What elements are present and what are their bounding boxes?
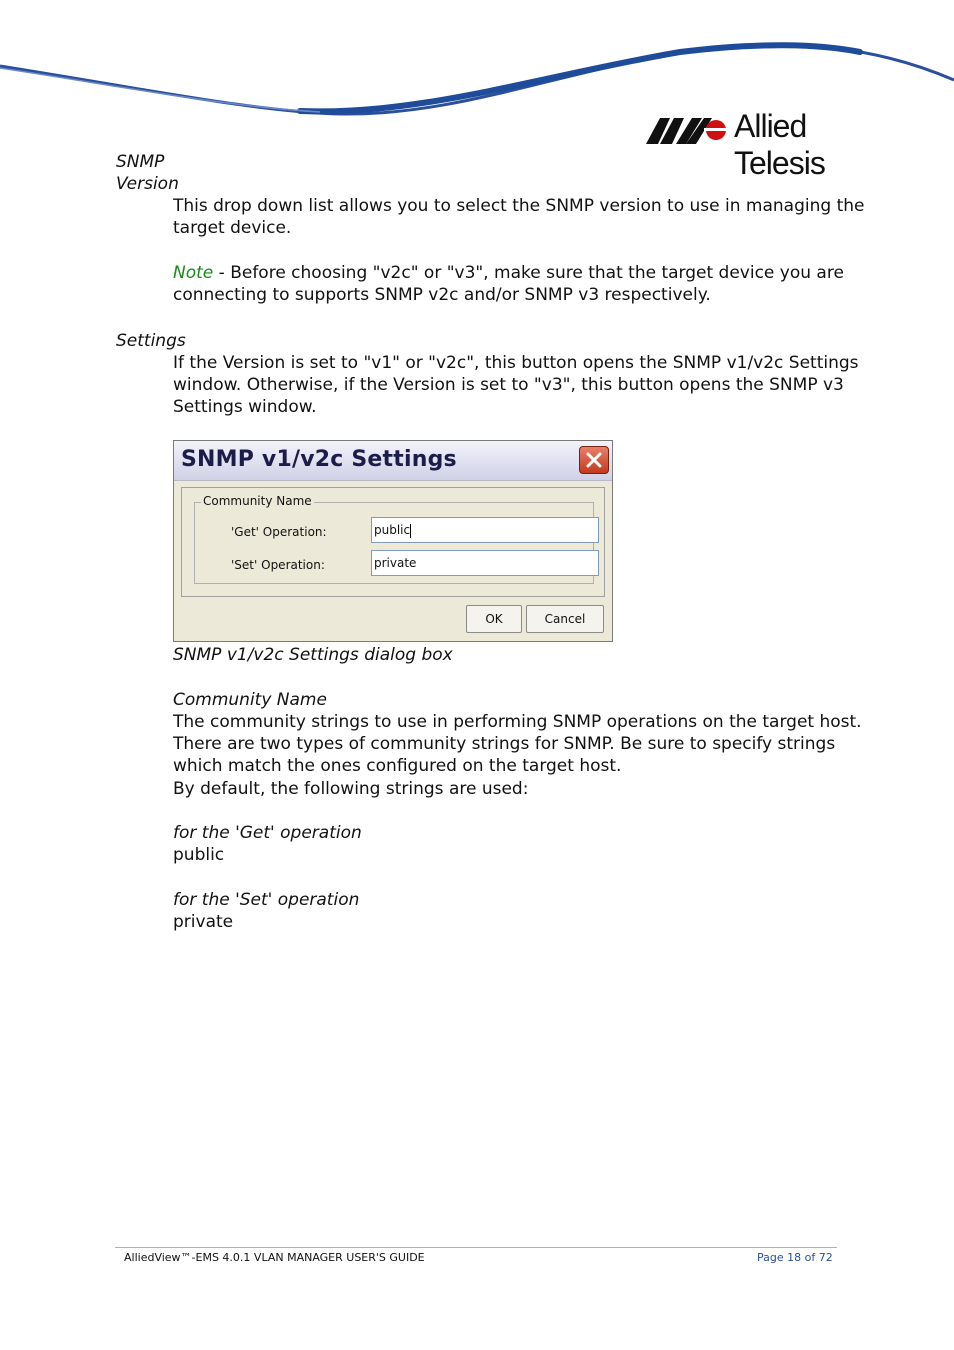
get-operation-label: 'Get' Operation: xyxy=(231,525,327,539)
set-operation-value: private xyxy=(374,556,417,570)
brand-name: Allied Telesis xyxy=(734,108,825,181)
set-value: private xyxy=(173,912,234,932)
dialog-title: SNMP v1/v2c Settings xyxy=(181,447,457,472)
note-line1-rest: - Before choosing "v2c" or "v3", make sure that the target device you are xyxy=(213,263,844,283)
footer-divider xyxy=(115,1247,837,1248)
footer-page-number: Page 18 of 72 xyxy=(757,1251,833,1264)
snmp-version-term-line2: Version xyxy=(116,174,179,194)
cancel-button[interactable]: Cancel xyxy=(526,605,604,633)
set-term: for the 'Set' operation xyxy=(173,890,360,910)
community-desc-line2: There are two types of community strings for SNMP. Be sure to specify strings xyxy=(173,734,836,754)
settings-desc-line2: window. Otherwise, if the Version is set to "v3", this button opens the SNMP v3 xyxy=(173,375,844,395)
ok-button[interactable]: OK xyxy=(466,605,522,633)
logo-mark-icon xyxy=(646,114,730,144)
community-name-group xyxy=(194,494,594,584)
close-icon xyxy=(585,451,603,469)
snmp-version-desc-line1: This drop down list allows you to select the SNMP version to use in managing the xyxy=(173,196,865,216)
get-operation-field[interactable] xyxy=(371,517,599,543)
get-value: public xyxy=(173,845,225,865)
snmp-settings-dialog xyxy=(173,440,613,642)
note-word: Note xyxy=(173,263,214,283)
set-operation-field[interactable] xyxy=(371,550,599,576)
close-button[interactable] xyxy=(579,446,609,474)
snmp-version-desc-line2: target device. xyxy=(173,218,292,238)
community-desc-line4: By default, the following strings are used: xyxy=(173,779,529,799)
note-line1 xyxy=(173,262,844,284)
settings-desc-line3: Settings window. xyxy=(173,397,317,417)
allied-telesis-logo xyxy=(646,108,900,181)
get-term: for the 'Get' operation xyxy=(173,823,362,843)
settings-term: Settings xyxy=(116,331,186,351)
figure-caption: SNMP v1/v2c Settings dialog box xyxy=(173,645,453,665)
text-caret xyxy=(410,524,411,538)
note-line2: connecting to supports SNMP v2c and/or SNMP v3 respectively. xyxy=(173,285,711,305)
community-desc-line3: which match the ones configured on the target host. xyxy=(173,756,622,776)
set-operation-label: 'Set' Operation: xyxy=(231,558,325,572)
dialog-title-bar xyxy=(174,441,612,481)
get-operation-value: public xyxy=(374,523,411,537)
community-term: Community Name xyxy=(173,690,327,710)
dialog-panel xyxy=(181,487,605,597)
community-desc-line1: The community strings to use in performing SNMP operations on the target host. xyxy=(173,712,862,732)
settings-desc-line1: If the Version is set to "v1" or "v2c", this button opens the SNMP v1/v2c Settings xyxy=(173,353,859,373)
snmp-version-term-line1: SNMP xyxy=(116,152,165,172)
footer-document-title: AlliedView™-EMS 4.0.1 VLAN MANAGER USER'S GUIDE xyxy=(124,1251,425,1264)
group-label: Community Name xyxy=(203,494,312,508)
